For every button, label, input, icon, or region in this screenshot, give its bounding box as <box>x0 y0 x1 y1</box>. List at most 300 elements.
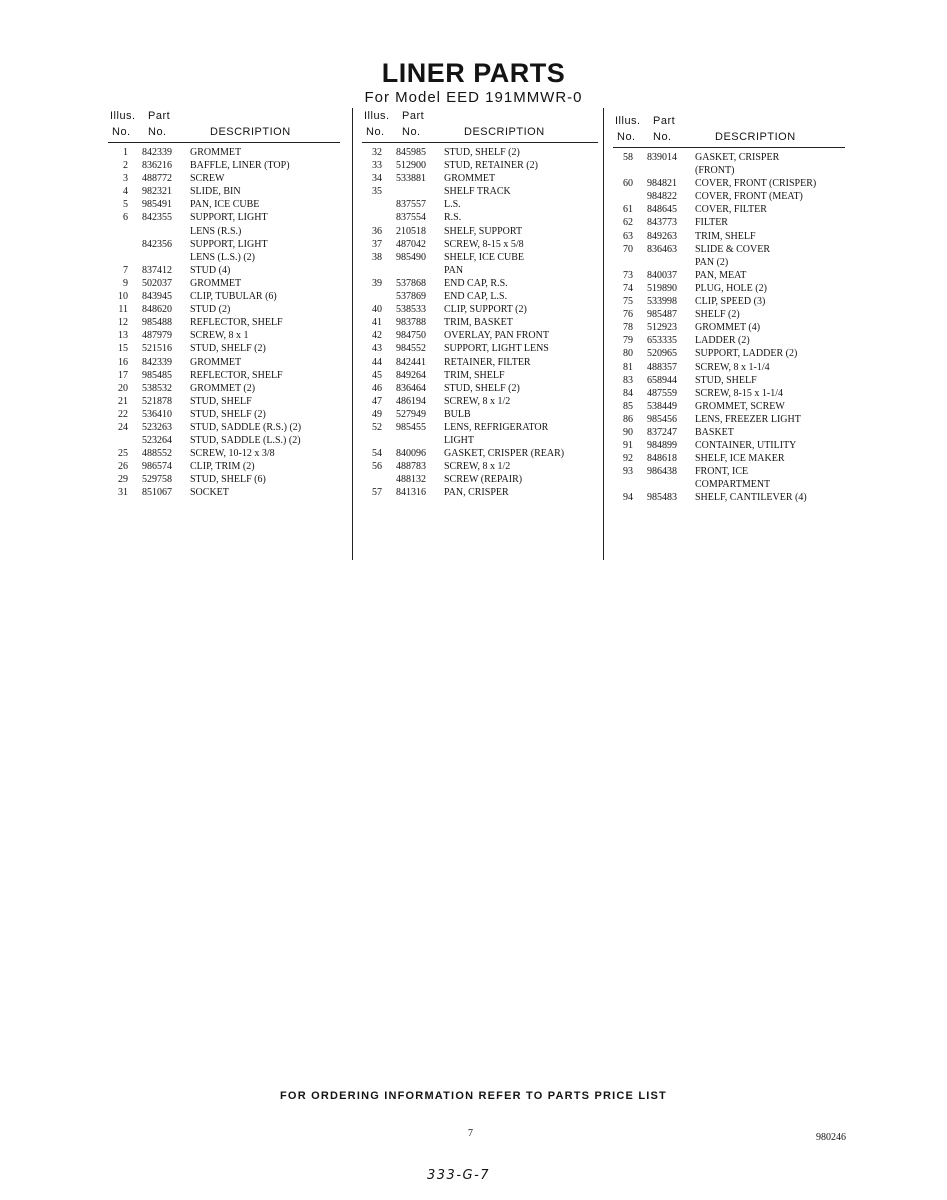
illus-no-cell: 52 <box>372 421 382 433</box>
table-row <box>613 440 845 453</box>
header-description-label: DESCRIPTION <box>464 126 545 138</box>
part-no-cell: 520965 <box>647 348 677 360</box>
illus-no-cell: 46 <box>372 382 382 394</box>
part-no-cell: 986438 <box>647 466 677 478</box>
part-no-cell: 841316 <box>396 487 426 499</box>
table-row <box>108 330 340 343</box>
part-no-cell: 849264 <box>396 369 426 381</box>
part-no-cell: 533998 <box>647 296 677 308</box>
part-no-cell: 849263 <box>647 230 677 242</box>
table-row <box>108 474 340 487</box>
description-cell: SCREW <box>190 173 225 185</box>
description-cell: SUPPORT, LIGHT LENS <box>444 343 549 355</box>
illus-no-cell: 20 <box>118 382 128 394</box>
header-illus-label: Illus. <box>615 115 641 127</box>
illus-no-cell: 85 <box>623 400 633 412</box>
table-row <box>108 448 340 461</box>
part-no-cell: 985487 <box>647 309 677 321</box>
table-row <box>613 178 845 191</box>
description-cell: COVER, FILTER <box>695 204 767 216</box>
description-cell: LENS, REFRIGERATOR <box>444 421 549 433</box>
table-row <box>613 492 845 505</box>
illus-no-cell: 42 <box>372 330 382 342</box>
part-no-cell: 538449 <box>647 400 677 412</box>
part-no-cell: 984821 <box>647 178 677 190</box>
description-cell: PAN, CRISPER <box>444 487 509 499</box>
illus-no-cell: 44 <box>372 356 382 368</box>
part-no-cell: 842355 <box>142 212 172 224</box>
part-no-cell: 537869 <box>396 291 426 303</box>
description-cell: LENS (L.S.) (2) <box>190 251 255 263</box>
part-no-cell: 521878 <box>142 395 172 407</box>
table-row <box>362 304 598 317</box>
table-row <box>362 239 598 252</box>
header-rule <box>362 142 598 143</box>
illus-no-cell: 80 <box>623 348 633 360</box>
column-divider <box>603 108 604 560</box>
part-no-cell: 836464 <box>396 382 426 394</box>
description-cell: COVER, FRONT (MEAT) <box>695 191 803 203</box>
description-cell: TRIM, SHELF <box>695 230 756 242</box>
document-code: 980246 <box>816 1132 846 1143</box>
table-row <box>108 186 340 199</box>
description-cell: STUD, SHELF <box>190 395 252 407</box>
part-no-cell: 848620 <box>142 304 172 316</box>
illus-no-cell: 91 <box>623 440 633 452</box>
table-row <box>362 396 598 409</box>
part-no-cell: 488772 <box>142 173 172 185</box>
part-no-cell: 537868 <box>396 277 426 289</box>
description-cell: SUPPORT, LIGHT <box>190 212 268 224</box>
illus-no-cell: 10 <box>118 291 128 303</box>
description-cell: SHELF, CANTILEVER (4) <box>695 492 807 504</box>
description-cell: LENS (R.S.) <box>190 225 242 237</box>
illus-no-cell: 74 <box>623 282 633 294</box>
description-cell: BAFFLE, LINER (TOP) <box>190 160 290 172</box>
illus-no-cell: 93 <box>623 466 633 478</box>
table-row <box>613 283 845 296</box>
description-cell: SHELF, ICE CUBE <box>444 251 525 263</box>
illus-no-cell: 84 <box>623 387 633 399</box>
part-no-cell: 985456 <box>647 413 677 425</box>
illus-no-cell: 35 <box>372 186 382 198</box>
handwritten-reference: 333-G-7 <box>427 1168 491 1183</box>
description-cell: LIGHT <box>444 435 474 447</box>
header-part-label: Part <box>148 110 171 122</box>
part-no-cell: 519890 <box>647 282 677 294</box>
part-no-cell: 985485 <box>142 369 172 381</box>
header-illus-label: Illus. <box>364 110 390 122</box>
header-no-label: No. <box>617 131 636 143</box>
part-no-cell: 502037 <box>142 277 172 289</box>
illus-no-cell: 2 <box>123 160 128 172</box>
part-no-cell: 512923 <box>647 322 677 334</box>
header-part-label: Part <box>402 110 425 122</box>
illus-no-cell: 25 <box>118 448 128 460</box>
header-part-no-label: No. <box>402 126 421 138</box>
table-row <box>613 244 845 257</box>
column-divider <box>352 108 353 560</box>
description-cell: SCREW, 8 x 1-1/4 <box>695 361 770 373</box>
table-row <box>613 231 845 244</box>
illus-no-cell: 92 <box>623 453 633 465</box>
illus-no-cell: 61 <box>623 204 633 216</box>
part-no-cell: 986574 <box>142 461 172 473</box>
part-no-cell: 658944 <box>647 374 677 386</box>
part-no-cell: 538532 <box>142 382 172 394</box>
table-row <box>613 348 845 361</box>
part-no-cell: 843773 <box>647 217 677 229</box>
description-cell: STUD, SHELF (2) <box>444 147 520 158</box>
description-cell: STUD, SHELF (2) <box>190 343 266 355</box>
table-row <box>613 466 845 479</box>
table-row <box>108 199 340 212</box>
description-cell: PLUG, HOLE (2) <box>695 282 767 294</box>
description-cell: PAN (2) <box>695 256 729 268</box>
table-row <box>613 479 845 492</box>
parts-column-2 <box>362 110 598 501</box>
illus-no-cell: 29 <box>118 474 128 486</box>
description-cell: SUPPORT, LIGHT <box>190 238 268 250</box>
ordering-info-footer: FOR ORDERING INFORMATION REFER TO PARTS PRICE LIST <box>280 1090 667 1102</box>
table-row <box>362 435 598 448</box>
description-cell: R.S. <box>444 212 462 224</box>
description-cell: STUD, SHELF (2) <box>190 408 266 420</box>
header-description-label: DESCRIPTION <box>715 131 796 143</box>
description-cell: SHELF, SUPPORT <box>444 225 523 237</box>
description-cell: OVERLAY, PAN FRONT <box>444 330 549 342</box>
table-row <box>362 160 598 173</box>
table-row <box>362 252 598 265</box>
description-cell: CLIP, TRIM (2) <box>190 461 255 473</box>
illus-no-cell: 60 <box>623 178 633 190</box>
illus-no-cell: 94 <box>623 492 633 504</box>
parts-column-1 <box>108 110 340 501</box>
description-cell: SCREW, 8 x 1/2 <box>444 461 511 473</box>
illus-no-cell: 81 <box>623 361 633 373</box>
part-no-cell: 842441 <box>396 356 426 368</box>
illus-no-cell: 43 <box>372 343 382 355</box>
illus-no-cell: 73 <box>623 269 633 281</box>
part-no-cell: 210518 <box>396 225 426 237</box>
table-row <box>362 461 598 474</box>
description-cell: SHELF TRACK <box>444 186 511 198</box>
header-description-label: DESCRIPTION <box>210 126 291 138</box>
table-row <box>362 474 598 487</box>
illus-no-cell: 86 <box>623 413 633 425</box>
part-no-cell: 984750 <box>396 330 426 342</box>
description-cell: STUD, RETAINER (2) <box>444 160 538 172</box>
table-row <box>108 252 340 265</box>
description-cell: REFLECTOR, SHELF <box>190 317 283 329</box>
table-row <box>362 343 598 356</box>
table-row <box>108 226 340 239</box>
part-no-cell: 985488 <box>142 317 172 329</box>
table-row <box>108 422 340 435</box>
description-cell: SCREW (REPAIR) <box>444 474 523 486</box>
part-no-cell: 984552 <box>396 343 426 355</box>
description-cell: STUD, SADDLE (R.S.) (2) <box>190 421 302 433</box>
description-cell: STUD (4) <box>190 264 231 276</box>
table-row <box>362 487 598 500</box>
header-illus-label: Illus. <box>110 110 136 122</box>
illus-no-cell: 40 <box>372 304 382 316</box>
table-row <box>362 278 598 291</box>
part-no-cell: 538533 <box>396 304 426 316</box>
illus-no-cell: 16 <box>118 356 128 368</box>
part-no-cell: 983788 <box>396 317 426 329</box>
table-row <box>613 152 845 165</box>
part-no-cell: 842356 <box>142 238 172 250</box>
illus-no-cell: 9 <box>123 277 128 289</box>
description-cell: END CAP, R.S. <box>444 277 508 289</box>
table-row <box>108 461 340 474</box>
description-cell: GASKET, CRISPER (REAR) <box>444 448 565 460</box>
table-row <box>108 212 340 225</box>
table-row <box>613 401 845 414</box>
table-row <box>613 427 845 440</box>
description-cell: GROMMET <box>190 356 242 368</box>
description-cell: SHELF, ICE MAKER <box>695 453 785 465</box>
description-cell: PAN, MEAT <box>695 269 747 281</box>
illus-no-cell: 5 <box>123 199 128 211</box>
illus-no-cell: 47 <box>372 395 382 407</box>
illus-no-cell: 90 <box>623 426 633 438</box>
parts-list <box>362 147 598 501</box>
table-row <box>613 414 845 427</box>
description-cell: GROMMET (2) <box>190 382 256 394</box>
table-row <box>362 173 598 186</box>
table-row <box>108 343 340 356</box>
description-cell: STUD, SADDLE (L.S.) (2) <box>190 435 301 447</box>
description-cell: TRIM, BASKET <box>444 317 513 329</box>
illus-no-cell: 56 <box>372 461 382 473</box>
part-no-cell: 536410 <box>142 408 172 420</box>
description-cell: GROMMET <box>190 277 242 289</box>
part-no-cell: 984899 <box>647 440 677 452</box>
table-row <box>362 422 598 435</box>
illus-no-cell: 70 <box>623 243 633 255</box>
illus-no-cell: 38 <box>372 251 382 263</box>
header-rule <box>108 142 340 143</box>
header-rule <box>613 147 845 148</box>
description-cell: STUD, SHELF (2) <box>444 382 520 394</box>
table-row <box>362 147 598 160</box>
table-row <box>108 239 340 252</box>
part-no-cell: 488552 <box>142 448 172 460</box>
table-row <box>613 204 845 217</box>
illus-no-cell: 83 <box>623 374 633 386</box>
table-row <box>362 186 598 199</box>
part-no-cell: 512900 <box>396 160 426 172</box>
description-cell: STUD, SHELF (6) <box>190 474 266 486</box>
table-row <box>613 362 845 375</box>
part-no-cell: 487559 <box>647 387 677 399</box>
table-row <box>362 330 598 343</box>
table-row <box>362 226 598 239</box>
illus-no-cell: 13 <box>118 330 128 342</box>
header-no-label: No. <box>112 126 131 138</box>
part-no-cell: 985490 <box>396 251 426 263</box>
part-no-cell: 837412 <box>142 264 172 276</box>
table-row <box>108 396 340 409</box>
description-cell: GROMMET (4) <box>695 322 761 334</box>
part-no-cell: 836216 <box>142 160 172 172</box>
description-cell: CLIP, TUBULAR (6) <box>190 291 277 303</box>
description-cell: CLIP, SUPPORT (2) <box>444 304 527 316</box>
table-row <box>613 375 845 388</box>
table-row <box>613 191 845 204</box>
illus-no-cell: 21 <box>118 395 128 407</box>
description-cell: COVER, FRONT (CRISPER) <box>695 178 817 190</box>
description-cell: CLIP, SPEED (3) <box>695 296 766 308</box>
description-cell: SCREW, 10-12 x 3/8 <box>190 448 275 460</box>
table-row <box>108 357 340 370</box>
description-cell: FILTER <box>695 217 728 229</box>
description-cell: GASKET, CRISPER <box>695 152 780 163</box>
table-row <box>108 278 340 291</box>
table-row <box>108 317 340 330</box>
table-row <box>108 487 340 500</box>
part-no-cell: 486194 <box>396 395 426 407</box>
parts-list <box>108 147 340 501</box>
description-cell: COMPARTMENT <box>695 479 771 491</box>
illus-no-cell: 58 <box>623 152 633 163</box>
part-no-cell: 985483 <box>647 492 677 504</box>
table-row <box>613 309 845 322</box>
table-row <box>362 212 598 225</box>
table-row <box>362 291 598 304</box>
header-part-label: Part <box>653 115 676 127</box>
part-no-cell: 842339 <box>142 356 172 368</box>
description-cell: REFLECTOR, SHELF <box>190 369 283 381</box>
description-cell: GROMMET <box>444 173 496 185</box>
illus-no-cell: 41 <box>372 317 382 329</box>
description-cell: SLIDE, BIN <box>190 186 241 198</box>
description-cell: SOCKET <box>190 487 229 499</box>
description-cell: PAN <box>444 264 464 276</box>
column-header <box>613 115 845 147</box>
illus-no-cell: 63 <box>623 230 633 242</box>
table-row <box>613 335 845 348</box>
column-header <box>108 110 340 142</box>
part-no-cell: 848645 <box>647 204 677 216</box>
illus-no-cell: 32 <box>372 147 382 158</box>
header-part-no-label: No. <box>653 131 672 143</box>
table-row <box>362 383 598 396</box>
table-row <box>108 370 340 383</box>
description-cell: SCREW, 8-15 x 5/8 <box>444 238 524 250</box>
part-no-cell: 851067 <box>142 487 172 499</box>
part-no-cell: 488132 <box>396 474 426 486</box>
description-cell: GROMMET, SCREW <box>695 400 785 412</box>
part-no-cell: 527949 <box>396 408 426 420</box>
description-cell: L.S. <box>444 199 461 211</box>
part-no-cell: 843945 <box>142 291 172 303</box>
table-row <box>362 370 598 383</box>
part-no-cell: 840096 <box>396 448 426 460</box>
illus-no-cell: 75 <box>623 296 633 308</box>
table-row <box>613 388 845 401</box>
illus-no-cell: 37 <box>372 238 382 250</box>
table-row <box>108 147 340 160</box>
part-no-cell: 842339 <box>142 147 172 158</box>
part-no-cell: 488783 <box>396 461 426 473</box>
table-row <box>108 383 340 396</box>
part-no-cell: 836463 <box>647 243 677 255</box>
illus-no-cell: 39 <box>372 277 382 289</box>
part-no-cell: 521516 <box>142 343 172 355</box>
parts-list <box>613 152 845 506</box>
description-cell: BULB <box>444 408 471 420</box>
description-cell: RETAINER, FILTER <box>444 356 531 368</box>
part-no-cell: 487042 <box>396 238 426 250</box>
table-row <box>362 265 598 278</box>
table-row <box>362 199 598 212</box>
part-no-cell: 840037 <box>647 269 677 281</box>
table-row <box>108 304 340 317</box>
table-row <box>613 296 845 309</box>
page-number: 7 <box>468 1128 473 1139</box>
part-no-cell: 529758 <box>142 474 172 486</box>
part-no-cell: 982321 <box>142 186 172 198</box>
illus-no-cell: 24 <box>118 421 128 433</box>
illus-no-cell: 17 <box>118 369 128 381</box>
description-cell: FRONT, ICE <box>695 466 749 478</box>
part-no-cell: 985491 <box>142 199 172 211</box>
illus-no-cell: 6 <box>123 212 128 224</box>
page-title: LINER PARTS <box>381 58 566 88</box>
description-cell: STUD (2) <box>190 304 231 316</box>
illus-no-cell: 57 <box>372 487 382 499</box>
part-no-cell: 837247 <box>647 426 677 438</box>
part-no-cell: 848618 <box>647 453 677 465</box>
illus-no-cell: 33 <box>372 160 382 172</box>
table-row <box>108 291 340 304</box>
table-row <box>108 173 340 186</box>
description-cell: SCREW, 8-15 x 1-1/4 <box>695 387 783 399</box>
table-row <box>613 322 845 335</box>
model-subtitle: For Model EED 191MMWR-0 <box>364 89 583 106</box>
illus-no-cell: 26 <box>118 461 128 473</box>
illus-no-cell: 78 <box>623 322 633 334</box>
description-cell: LADDER (2) <box>695 335 750 347</box>
part-no-cell: 845985 <box>396 147 426 158</box>
illus-no-cell: 45 <box>372 369 382 381</box>
description-cell: BASKET <box>695 426 734 438</box>
table-row <box>613 165 845 178</box>
column-header <box>362 110 598 142</box>
description-cell: STUD, SHELF <box>695 374 757 386</box>
table-row <box>613 217 845 230</box>
part-no-cell: 523264 <box>142 435 172 447</box>
table-row <box>362 409 598 422</box>
illus-no-cell: 54 <box>372 448 382 460</box>
illus-no-cell: 34 <box>372 173 382 185</box>
description-cell: PAN, ICE CUBE <box>190 199 260 211</box>
description-cell: SLIDE & COVER <box>695 243 770 255</box>
description-cell: GROMMET <box>190 147 242 158</box>
header-part-no-label: No. <box>148 126 167 138</box>
description-cell: LENS, FREEZER LIGHT <box>695 413 801 425</box>
table-row <box>613 270 845 283</box>
illus-no-cell: 62 <box>623 217 633 229</box>
illus-no-cell: 76 <box>623 309 633 321</box>
illus-no-cell: 31 <box>118 487 128 499</box>
part-no-cell: 839014 <box>647 152 677 163</box>
table-row <box>108 265 340 278</box>
table-row <box>362 317 598 330</box>
